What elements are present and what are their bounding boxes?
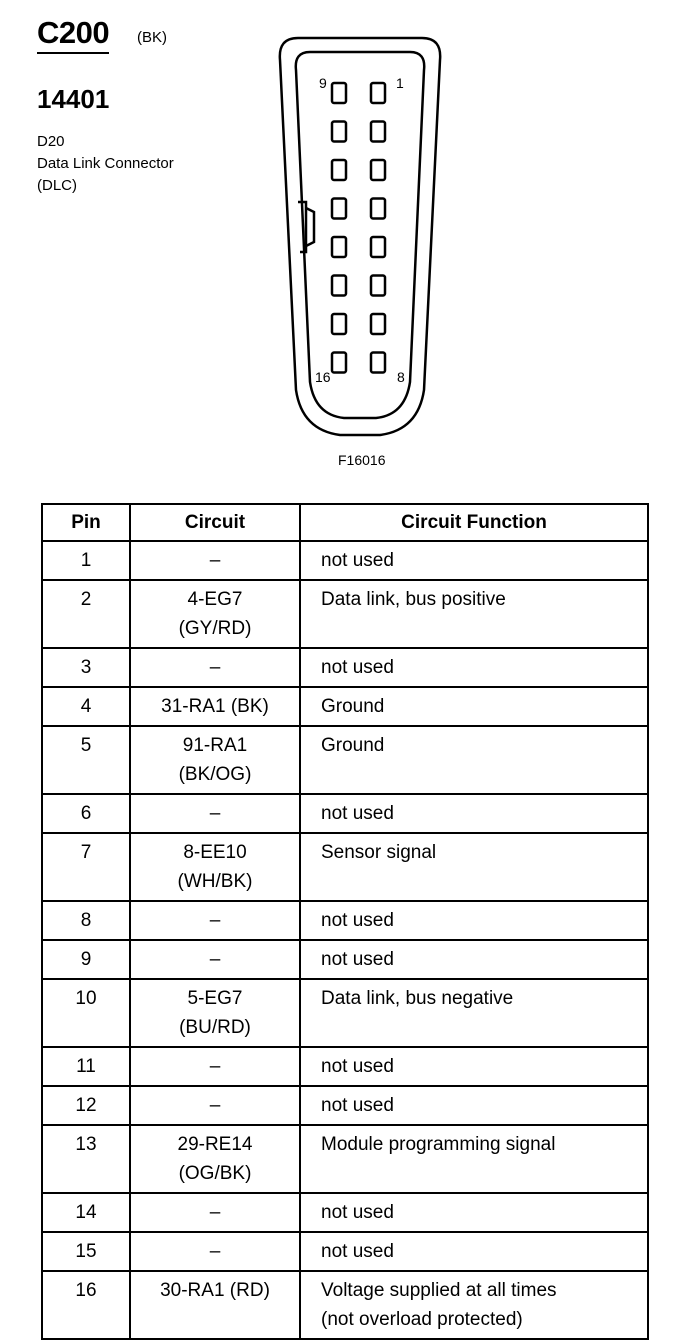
pin-number: 7 [42,833,130,901]
table-row [42,940,648,979]
pin-number: 10 [42,979,130,1047]
circuit-cell [130,1047,300,1086]
circuit-text: – [209,550,221,571]
table-row [42,1047,648,1086]
circuit-function-cell [300,1271,648,1339]
circuit-function-cell [300,1047,648,1086]
table-row [42,979,648,1047]
pin-cavity [332,160,346,180]
circuit-function-cell [300,1193,648,1232]
circuit-function-text: not used [321,949,394,970]
circuit-text: – [209,1202,221,1223]
pin-cavity [332,314,346,334]
pin-cavity [371,276,385,296]
circuit-function-text: not used [321,550,394,571]
circuit-function-cell [300,1125,648,1193]
table-row [42,1193,648,1232]
pin-cavity [371,353,385,373]
circuit-function-cell [300,1232,648,1271]
circuit-text: – [209,949,221,970]
table-row [42,1271,648,1339]
pin-number: 16 [42,1271,130,1339]
pin-cavity [332,199,346,219]
circuit-text: 29-RE14 [177,1134,253,1155]
pin-number: 4 [42,687,130,726]
circuit-text: – [209,1241,221,1262]
pin-cavity [371,83,385,103]
circuit-text: – [209,1095,221,1116]
circuit-function-text: Data link, bus negative [321,988,514,1009]
description-line: D20 [37,133,65,150]
circuit-function-cell [300,901,648,940]
circuit-function-cell [300,687,648,726]
circuit-function-cell [300,940,648,979]
circuit-cell [130,726,300,794]
circuit-function-cell [300,1086,648,1125]
table-row [42,687,648,726]
pin-cavity [371,160,385,180]
pin-cavity [371,122,385,142]
pin-cavity [332,353,346,373]
circuit-function-cell [300,580,648,648]
pin-table [41,503,649,1340]
pin-number: 15 [42,1232,130,1271]
circuit-function-text: not used [321,657,394,678]
circuit-text: – [209,657,221,678]
circuit-text: 5-EG7 [187,988,243,1009]
part-number: 14401 [37,84,110,114]
pin-number: 14 [42,1193,130,1232]
circuit-cell [130,940,300,979]
circuit-text: (WH/BK) [177,871,253,892]
header-circuit: Circuit [130,504,300,541]
pin-cavity [371,237,385,257]
circuit-cell [130,794,300,833]
circuit-cell [130,1271,300,1339]
circuit-text: 30-RA1 (RD) [160,1280,270,1301]
circuit-function-cell [300,794,648,833]
pin-number: 1 [42,541,130,580]
circuit-text: 8-EE10 [183,842,247,863]
circuit-text: (GY/RD) [178,618,252,639]
figure-id: F16016 [338,452,386,468]
circuit-cell [130,1193,300,1232]
circuit-cell [130,979,300,1047]
circuit-function-text: Module programming signal [321,1134,556,1155]
header-circuit-function: Circuit Function [300,504,648,541]
circuit-function-text: Data link, bus positive [321,589,506,610]
circuit-text: (OG/BK) [178,1163,252,1184]
circuit-function-text: not used [321,1202,394,1223]
circuit-text: – [209,1056,221,1077]
circuit-function-cell [300,979,648,1047]
pin-cavity [371,199,385,219]
circuit-function-cell [300,648,648,687]
pin-number: 2 [42,580,130,648]
pin-number: 12 [42,1086,130,1125]
header-pin: Pin [42,504,130,541]
pin-cavity [332,276,346,296]
table-row [42,580,648,648]
table-row [42,794,648,833]
circuit-function-text: not used [321,1241,394,1262]
table-row [42,541,648,580]
connector-description [37,131,174,197]
table-row [42,726,648,794]
pin-number: 11 [42,1047,130,1086]
table-row [42,901,648,940]
table-row [42,1086,648,1125]
circuit-cell [130,687,300,726]
circuit-cell [130,541,300,580]
circuit-function-text: Ground [321,735,385,756]
circuit-cell [130,648,300,687]
pin-cavity [332,122,346,142]
pin-label-16: 16 [315,369,331,385]
pin-number: 9 [42,940,130,979]
circuit-function-text: (not overload protected) [321,1309,523,1330]
circuit-function-text: not used [321,803,394,824]
circuit-cell [130,580,300,648]
table-row [42,1125,648,1193]
table-row [42,833,648,901]
pin-label-9: 9 [319,75,327,91]
pin-number: 13 [42,1125,130,1193]
circuit-function-cell [300,726,648,794]
connector-id: C200 [37,16,109,54]
connector-face-diagram [270,30,450,450]
circuit-text: (BK/OG) [178,764,252,785]
pin-number: 8 [42,901,130,940]
table-row [42,1232,648,1271]
circuit-function-cell [300,833,648,901]
circuit-cell [130,833,300,901]
pin-number: 3 [42,648,130,687]
pin-number: 5 [42,726,130,794]
pin-cavity [332,83,346,103]
pin-label-1: 1 [396,75,404,91]
connector-color: (BK) [137,29,167,46]
pin-number: 6 [42,794,130,833]
pin-cavity [332,237,346,257]
circuit-function-text: Ground [321,696,385,717]
circuit-cell [130,901,300,940]
description-line: (DLC) [37,177,77,194]
circuit-function-text: Voltage supplied at all times [321,1280,557,1301]
circuit-text: 4-EG7 [187,589,243,610]
circuit-text: 31-RA1 (BK) [161,696,269,717]
table-header-row [42,504,648,541]
circuit-function-text: Sensor signal [321,842,437,863]
circuit-cell [130,1086,300,1125]
circuit-function-cell [300,541,648,580]
description-line: Data Link Connector [37,155,174,172]
circuit-text: – [209,803,221,824]
circuit-cell [130,1125,300,1193]
circuit-cell [130,1232,300,1271]
table-row [42,648,648,687]
circuit-text: (BU/RD) [179,1017,251,1038]
circuit-function-text: not used [321,1095,394,1116]
circuit-text: – [209,910,221,931]
pin-label-8: 8 [397,369,405,385]
circuit-text: 91-RA1 [182,735,248,756]
circuit-function-text: not used [321,1056,394,1077]
pin-cavity [371,314,385,334]
circuit-function-text: not used [321,910,394,931]
